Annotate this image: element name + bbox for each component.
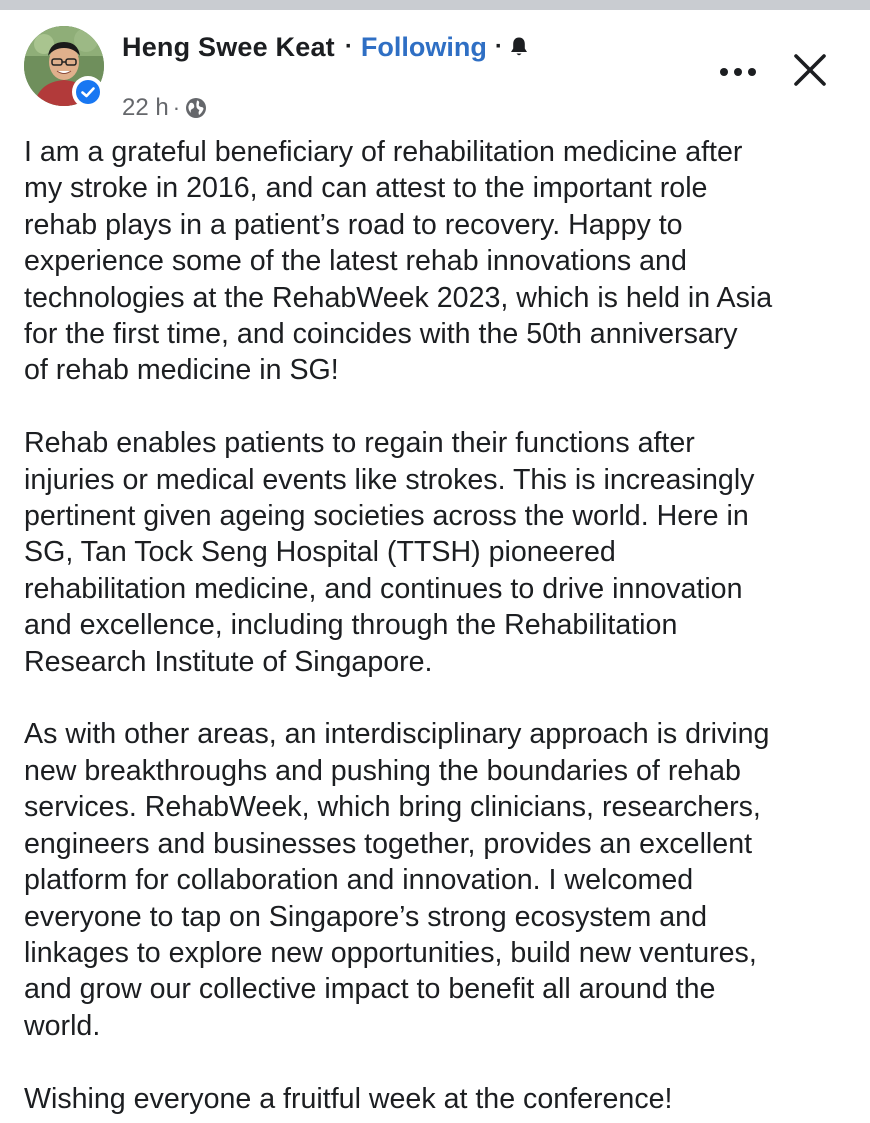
author-name[interactable]: Heng Swee Keat — [122, 31, 335, 62]
post-body — [24, 134, 854, 1117]
more-options-button[interactable] — [712, 54, 764, 90]
verified-badge-icon — [72, 76, 104, 108]
post-header-name-row — [122, 30, 529, 64]
post-paragraph-3: As with other areas, an interdisciplinary approach is driving new breakthroughs and pushing the boundaries of rehab services. RehabWeek, which bring clinicians, researchers, engineers and businesses together, provides an excellent platform for collaboration and innovation. I welcomed everyone to tap on Singapore’s strong ecosystem and linkages to explore new opportunities, build new ventures, and grow our collective impact to benefit all around the world. — [24, 718, 770, 1042]
post-paragraph-4: Wishing everyone a fruitful week at the conference! — [24, 1082, 673, 1115]
close-button[interactable] — [786, 46, 834, 94]
close-icon — [786, 46, 834, 94]
post-paragraph-1: I am a grateful beneficiary of rehabilitation medicine after my stroke in 2016, and can attest to the important role rehab plays in a patient’s road to recovery. Happy to experience some of the latest rehab innovations and technologies at the RehabWeek 2023, which is held in Asia for the first time, and coincides with the 50th anniversary of rehab medicine in SG! — [24, 136, 773, 387]
bell-icon[interactable] — [509, 36, 529, 58]
meta-separator-dot: · — [172, 95, 181, 120]
post-paragraph-2: Rehab enables patients to regain their functions after injuries or medical events like strokes. This is increasingly pertinent given ageing societies across the world. Here in SG, Tan Tock Seng Hospital (TTSH) pioneered rehabilitation medicine, and continues to drive innovation and excellence, including through the Rehabilitation Research Institute of Singapore. — [24, 427, 755, 678]
separator-dot: · — [344, 33, 353, 60]
separator-dot-2: · — [494, 33, 503, 60]
post-meta-row — [122, 92, 208, 124]
post-timestamp[interactable]: 22 h — [122, 94, 169, 121]
following-button[interactable]: Following — [360, 31, 487, 62]
top-strip — [0, 0, 870, 10]
more-icon — [712, 54, 764, 90]
facebook-post — [0, 10, 870, 1123]
globe-icon[interactable] — [184, 96, 208, 120]
